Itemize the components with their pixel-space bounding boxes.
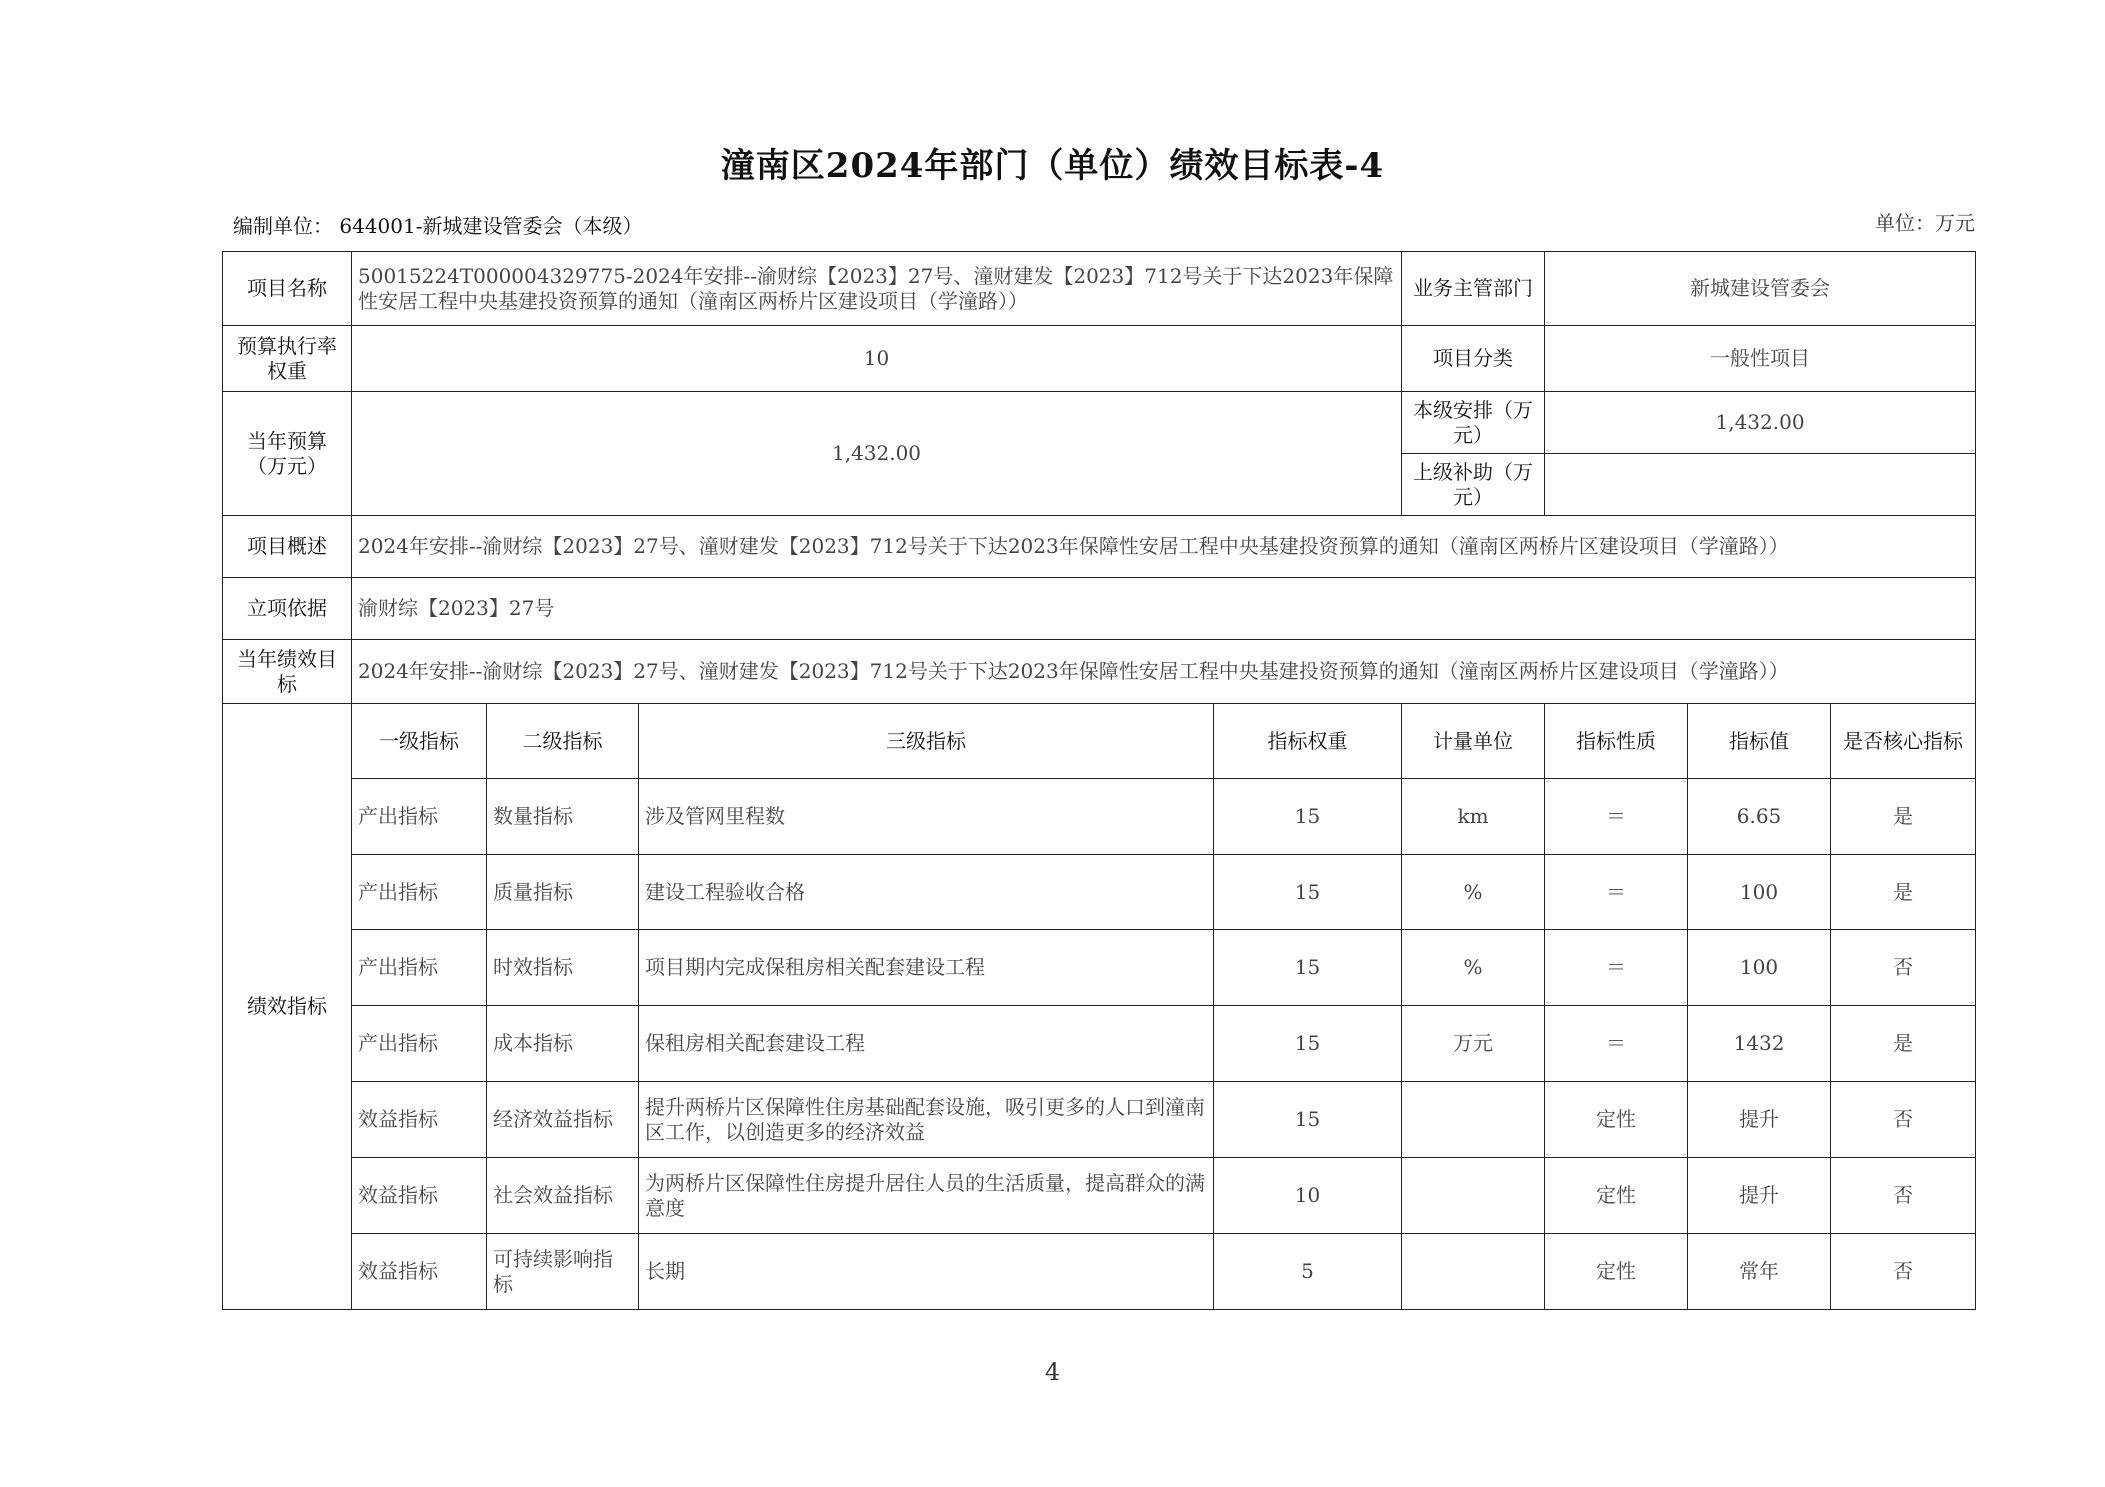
table-row — [223, 1158, 1976, 1234]
level2-cell: 时效指标 — [487, 930, 639, 1006]
table-row — [223, 1082, 1976, 1158]
org-label: 编制单位： — [233, 214, 333, 238]
org-info — [233, 210, 642, 239]
level2-cell: 数量指标 — [487, 779, 639, 855]
value-cell: 提升 — [1688, 1158, 1831, 1234]
category-label: 项目分类 — [1402, 326, 1545, 392]
value-cell: 提升 — [1688, 1082, 1831, 1158]
level1-cell: 产出指标 — [352, 779, 487, 855]
basis-label: 立项依据 — [223, 578, 352, 640]
table-row — [223, 1006, 1976, 1082]
value-cell: 6.65 — [1688, 779, 1831, 855]
dept-label: 业务主管部门 — [1402, 252, 1545, 326]
level3-cell: 提升两桥片区保障性住房基础配套设施，吸引更多的人口到潼南区工作，以创造更多的经济效益 — [639, 1082, 1214, 1158]
unit-cell — [1402, 1082, 1545, 1158]
level2-cell: 社会效益指标 — [487, 1158, 639, 1234]
org-value: 644001-新城建设管委会（本级） — [339, 214, 643, 238]
upper-subsidy-label: 上级补助（万元） — [1402, 454, 1545, 516]
local-budget-value: 1,432.00 — [1545, 392, 1976, 454]
unit-cell — [1402, 1158, 1545, 1234]
goal-label: 当年绩效目标 — [223, 640, 352, 704]
level3-cell: 建设工程验收合格 — [639, 855, 1214, 930]
header-nature: 指标性质 — [1545, 704, 1688, 779]
value-cell: 常年 — [1688, 1234, 1831, 1310]
level2-cell: 可持续影响指标 — [487, 1234, 639, 1310]
exec-rate-value: 10 — [352, 326, 1402, 392]
weight-cell: 5 — [1214, 1234, 1402, 1310]
budget-label: 当年预算（万元） — [223, 392, 352, 516]
page-title: 潼南区2024年部门（单位）绩效目标表-4 — [720, 146, 1385, 186]
level3-cell: 涉及管网里程数 — [639, 779, 1214, 855]
level1-cell: 效益指标 — [352, 1234, 487, 1310]
header-core: 是否核心指标 — [1831, 704, 1976, 779]
level3-cell: 为两桥片区保障性住房提升居住人员的生活质量，提高群众的满意度 — [639, 1158, 1214, 1234]
goal-row — [223, 640, 1976, 704]
header-level1: 一级指标 — [352, 704, 487, 779]
project-name-label: 项目名称 — [223, 252, 352, 326]
header-level2: 二级指标 — [487, 704, 639, 779]
header-value: 指标值 — [1688, 704, 1831, 779]
level1-cell: 产出指标 — [352, 1006, 487, 1082]
weight-cell: 15 — [1214, 855, 1402, 930]
unit-cell: % — [1402, 855, 1545, 930]
basis-row — [223, 578, 1976, 640]
goal-value: 2024年安排--渝财综【2023】27号、潼财建发【2023】712号关于下达2023年保障性安居工程中央基建投资预算的通知（潼南区两桥片区建设项目（学潼路）） — [352, 640, 1976, 704]
page-number: 4 — [1044, 1358, 1061, 1386]
value-cell: 100 — [1688, 855, 1831, 930]
performance-table — [222, 251, 1976, 1310]
level3-cell: 长期 — [639, 1234, 1214, 1310]
budget-value: 1,432.00 — [352, 392, 1402, 516]
value-cell: 1432 — [1688, 1006, 1831, 1082]
core-cell: 是 — [1831, 779, 1976, 855]
level1-cell: 效益指标 — [352, 1158, 487, 1234]
weight-cell: 15 — [1214, 779, 1402, 855]
indicator-section-label: 绩效指标 — [223, 704, 352, 1310]
table-row — [223, 779, 1976, 855]
exec-rate-label: 预算执行率权重 — [223, 326, 352, 392]
project-name-row — [223, 252, 1976, 326]
nature-cell: ＝ — [1545, 1006, 1688, 1082]
core-cell: 否 — [1831, 1158, 1976, 1234]
upper-subsidy-value — [1545, 454, 1976, 516]
core-cell: 是 — [1831, 855, 1976, 930]
overview-row — [223, 516, 1976, 578]
header-weight: 指标权重 — [1214, 704, 1402, 779]
level3-cell: 项目期内完成保租房相关配套建设工程 — [639, 930, 1214, 1006]
category-value: 一般性项目 — [1545, 326, 1976, 392]
indicator-header-row — [223, 704, 1976, 779]
table-row — [223, 930, 1976, 1006]
header-level3: 三级指标 — [639, 704, 1214, 779]
weight-cell: 15 — [1214, 1082, 1402, 1158]
core-cell: 否 — [1831, 1082, 1976, 1158]
unit-label: 单位：万元 — [1875, 211, 1975, 235]
table-row — [223, 1234, 1976, 1310]
exec-rate-row — [223, 326, 1976, 392]
header-unit: 计量单位 — [1402, 704, 1545, 779]
level1-cell: 效益指标 — [352, 1082, 487, 1158]
value-cell: 100 — [1688, 930, 1831, 1006]
weight-cell: 15 — [1214, 1006, 1402, 1082]
level2-cell: 经济效益指标 — [487, 1082, 639, 1158]
nature-cell: 定性 — [1545, 1082, 1688, 1158]
weight-cell: 10 — [1214, 1158, 1402, 1234]
nature-cell: 定性 — [1545, 1158, 1688, 1234]
project-name-value: 50015224T000004329775-2024年安排--渝财综【2023】27号、潼财建发【2023】712号关于下达2023年保障性安居工程中央基建投资预算的通知（潼南区两桥片区建设项目（学潼路）） — [352, 252, 1402, 326]
level1-cell: 产出指标 — [352, 930, 487, 1006]
level2-cell: 成本指标 — [487, 1006, 639, 1082]
local-budget-label: 本级安排（万元） — [1402, 392, 1545, 454]
unit-cell: % — [1402, 930, 1545, 1006]
budget-row-1 — [223, 392, 1976, 454]
core-cell: 是 — [1831, 1006, 1976, 1082]
nature-cell: ＝ — [1545, 855, 1688, 930]
table-row — [223, 855, 1976, 930]
overview-label: 项目概述 — [223, 516, 352, 578]
basis-value: 渝财综【2023】27号 — [352, 578, 1976, 640]
level3-cell: 保租房相关配套建设工程 — [639, 1006, 1214, 1082]
dept-value: 新城建设管委会 — [1545, 252, 1976, 326]
level1-cell: 产出指标 — [352, 855, 487, 930]
unit-cell: km — [1402, 779, 1545, 855]
nature-cell: ＝ — [1545, 930, 1688, 1006]
unit-cell: 万元 — [1402, 1006, 1545, 1082]
nature-cell: ＝ — [1545, 779, 1688, 855]
level2-cell: 质量指标 — [487, 855, 639, 930]
unit-cell — [1402, 1234, 1545, 1310]
weight-cell: 15 — [1214, 930, 1402, 1006]
core-cell: 否 — [1831, 1234, 1976, 1310]
nature-cell: 定性 — [1545, 1234, 1688, 1310]
overview-value: 2024年安排--渝财综【2023】27号、潼财建发【2023】712号关于下达2023年保障性安居工程中央基建投资预算的通知（潼南区两桥片区建设项目（学潼路）） — [352, 516, 1976, 578]
core-cell: 否 — [1831, 930, 1976, 1006]
